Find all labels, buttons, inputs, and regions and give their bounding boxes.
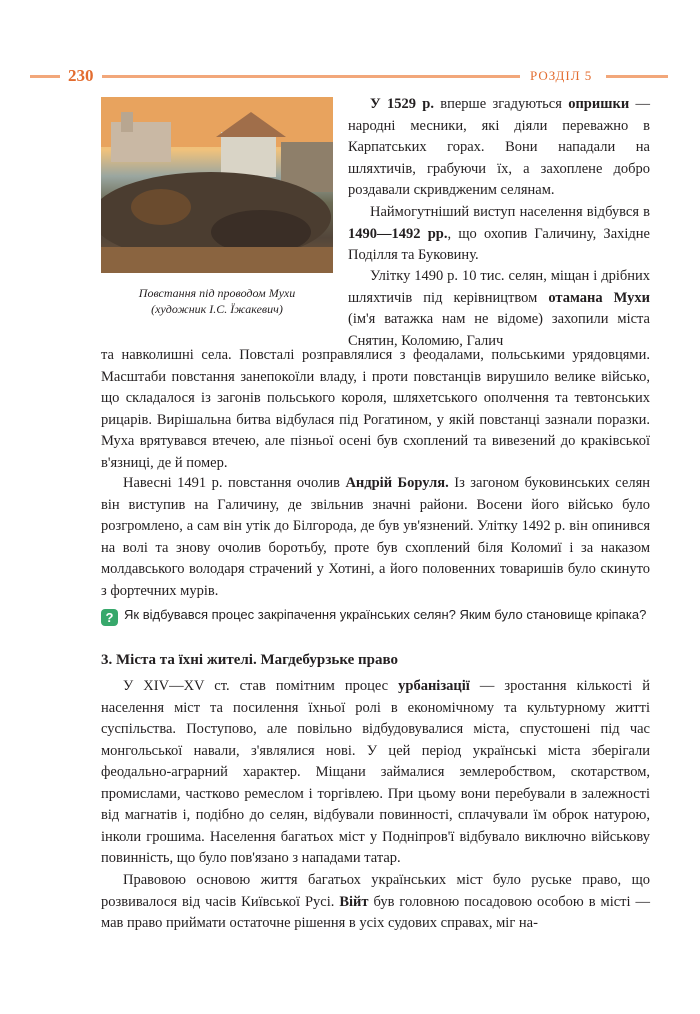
paragraph-mukha (348, 266, 650, 352)
paragraph-uprising (348, 202, 650, 267)
paragraph-text: вперше згадуються (433, 96, 569, 112)
paragraph-text: Правовою основою життя багатьох українських міст було руське право, що розвивалося від часів Київської Русі. (101, 872, 650, 910)
caption-credit: (художник І.С. Їжакевич) (151, 302, 283, 316)
painting-artwork (101, 97, 333, 273)
page-header (0, 64, 700, 88)
painting-tower (121, 112, 133, 132)
paragraph-text: — зростання кількості й населення міст та посилення їхньої ролі в економічному та культурному житті суспільства. Поступово, але повільно відбудовувалися міста, спустошені під час монгольської навали, з'являлися нові. У цей період українські міста зберігали феодально-аграрний характер. Міщани займалися землеробством, скотарством, промислами, частково ремеслом і торгівлею. При цьому вони перебували в залежності від магнатів і, подібно до селян, відбували повинності, сплачували їм оброк натурою, інколи грошима. Населення багатьох міст у Подніпров'ї відбувало виключно військову повинність, що було пов'язано з нападами татар. (101, 678, 650, 866)
name-mukha: отамана Мухи (548, 289, 650, 306)
header-rule-left (30, 75, 60, 78)
header-rule-middle (102, 75, 520, 78)
paragraph-text: Наймогутніший виступ населення відбувся в (370, 204, 650, 220)
painting-illustration (101, 97, 333, 273)
section-label: РОЗДІЛ 5 (530, 68, 593, 83)
paragraph-oprishky (348, 94, 650, 202)
page-number: 230 (68, 66, 94, 85)
paragraph-text: — народні месники, які діяли переважно в Карпатських горах. Вони нападали на шляхтичів, грабуючи їх, а захоплене добро роздавали скривдженим селянам. (348, 96, 650, 198)
header-rule-right (606, 75, 668, 78)
painting-ground (101, 247, 333, 273)
review-question: Як відбувався процес закріпачення українських селян? Яким було становище кріпака? (124, 607, 647, 622)
painting-riders (131, 189, 191, 225)
paragraph-text: Із загоном буковинських селян він виступив на Галичину, де звільнив значні райони. Восени його військо було розгромлено, а сам він утік до Білгорода, де був ув'язнений. Улітку 1492 р. він опинився на волі та знову очолив боротьбу, проте був схоплений біля Коломиї і за наказом молдавського володаря страчений у Хотині, а його половенних товаришів було скинуто з фортечних мурів. (101, 475, 650, 599)
paragraph-text: Навесні 1491 р. повстання очолив (123, 475, 346, 491)
term-viit: Війт (339, 893, 369, 910)
paragraph-borulia (101, 473, 650, 602)
paragraph-text: , що охопив Галичину, Західне Поділля та Буковину. (348, 225, 650, 263)
term-oprishky: опришки (568, 96, 630, 112)
paragraph-text: У XIV—XV ст. став помітним процес (123, 678, 399, 694)
years-1490-1492: 1490—1492 рр. (348, 225, 448, 242)
paragraph-mukha-continued: та навколишні села. Повсталі розправлялися з феодалами, польськими урядовцями. Масштаби повстання занепокоїли владу, і проти повстанців вирушило велике військо, що складалося із загонів польського короля, шляхетського ополчення та тевтонських рицарів. Вирішальна битва відбулася під Рогатином, у якій повстанці зазнали поразки. Муха врятувався втечею, але пізньої осені був схоплений та вивезений до краківської в'язниці, де й помер. (101, 347, 650, 471)
term-urbanization: урбанізації (398, 678, 470, 694)
paragraph-text: (ім'я ватажка нам не відоме) захопили міста Снятин, Коломию, Галич (348, 311, 650, 349)
figure-caption (101, 285, 333, 317)
paragraph-urbanization (101, 676, 650, 870)
painting-house (221, 132, 276, 177)
question-icon: ? (101, 609, 118, 626)
name-borulia: Андрій Боруля. (345, 475, 449, 491)
paragraph-text: був головною посадовою особою в місті — мав право приймати остаточне рішення в усіх судових справах, міг на- (101, 893, 650, 931)
paragraph-law (101, 870, 650, 935)
paragraph-text: Улітку 1490 р. 10 тис. селян, міщан і дрібних шляхтичів під керівництвом (348, 268, 650, 306)
year-1529: У 1529 р. (370, 96, 434, 112)
painting-castle (111, 122, 171, 162)
caption-title: Повстання під проводом Мухи (138, 286, 296, 300)
section-heading: 3. Міста та їхні жителі. Магдебурзьке право (101, 652, 398, 668)
